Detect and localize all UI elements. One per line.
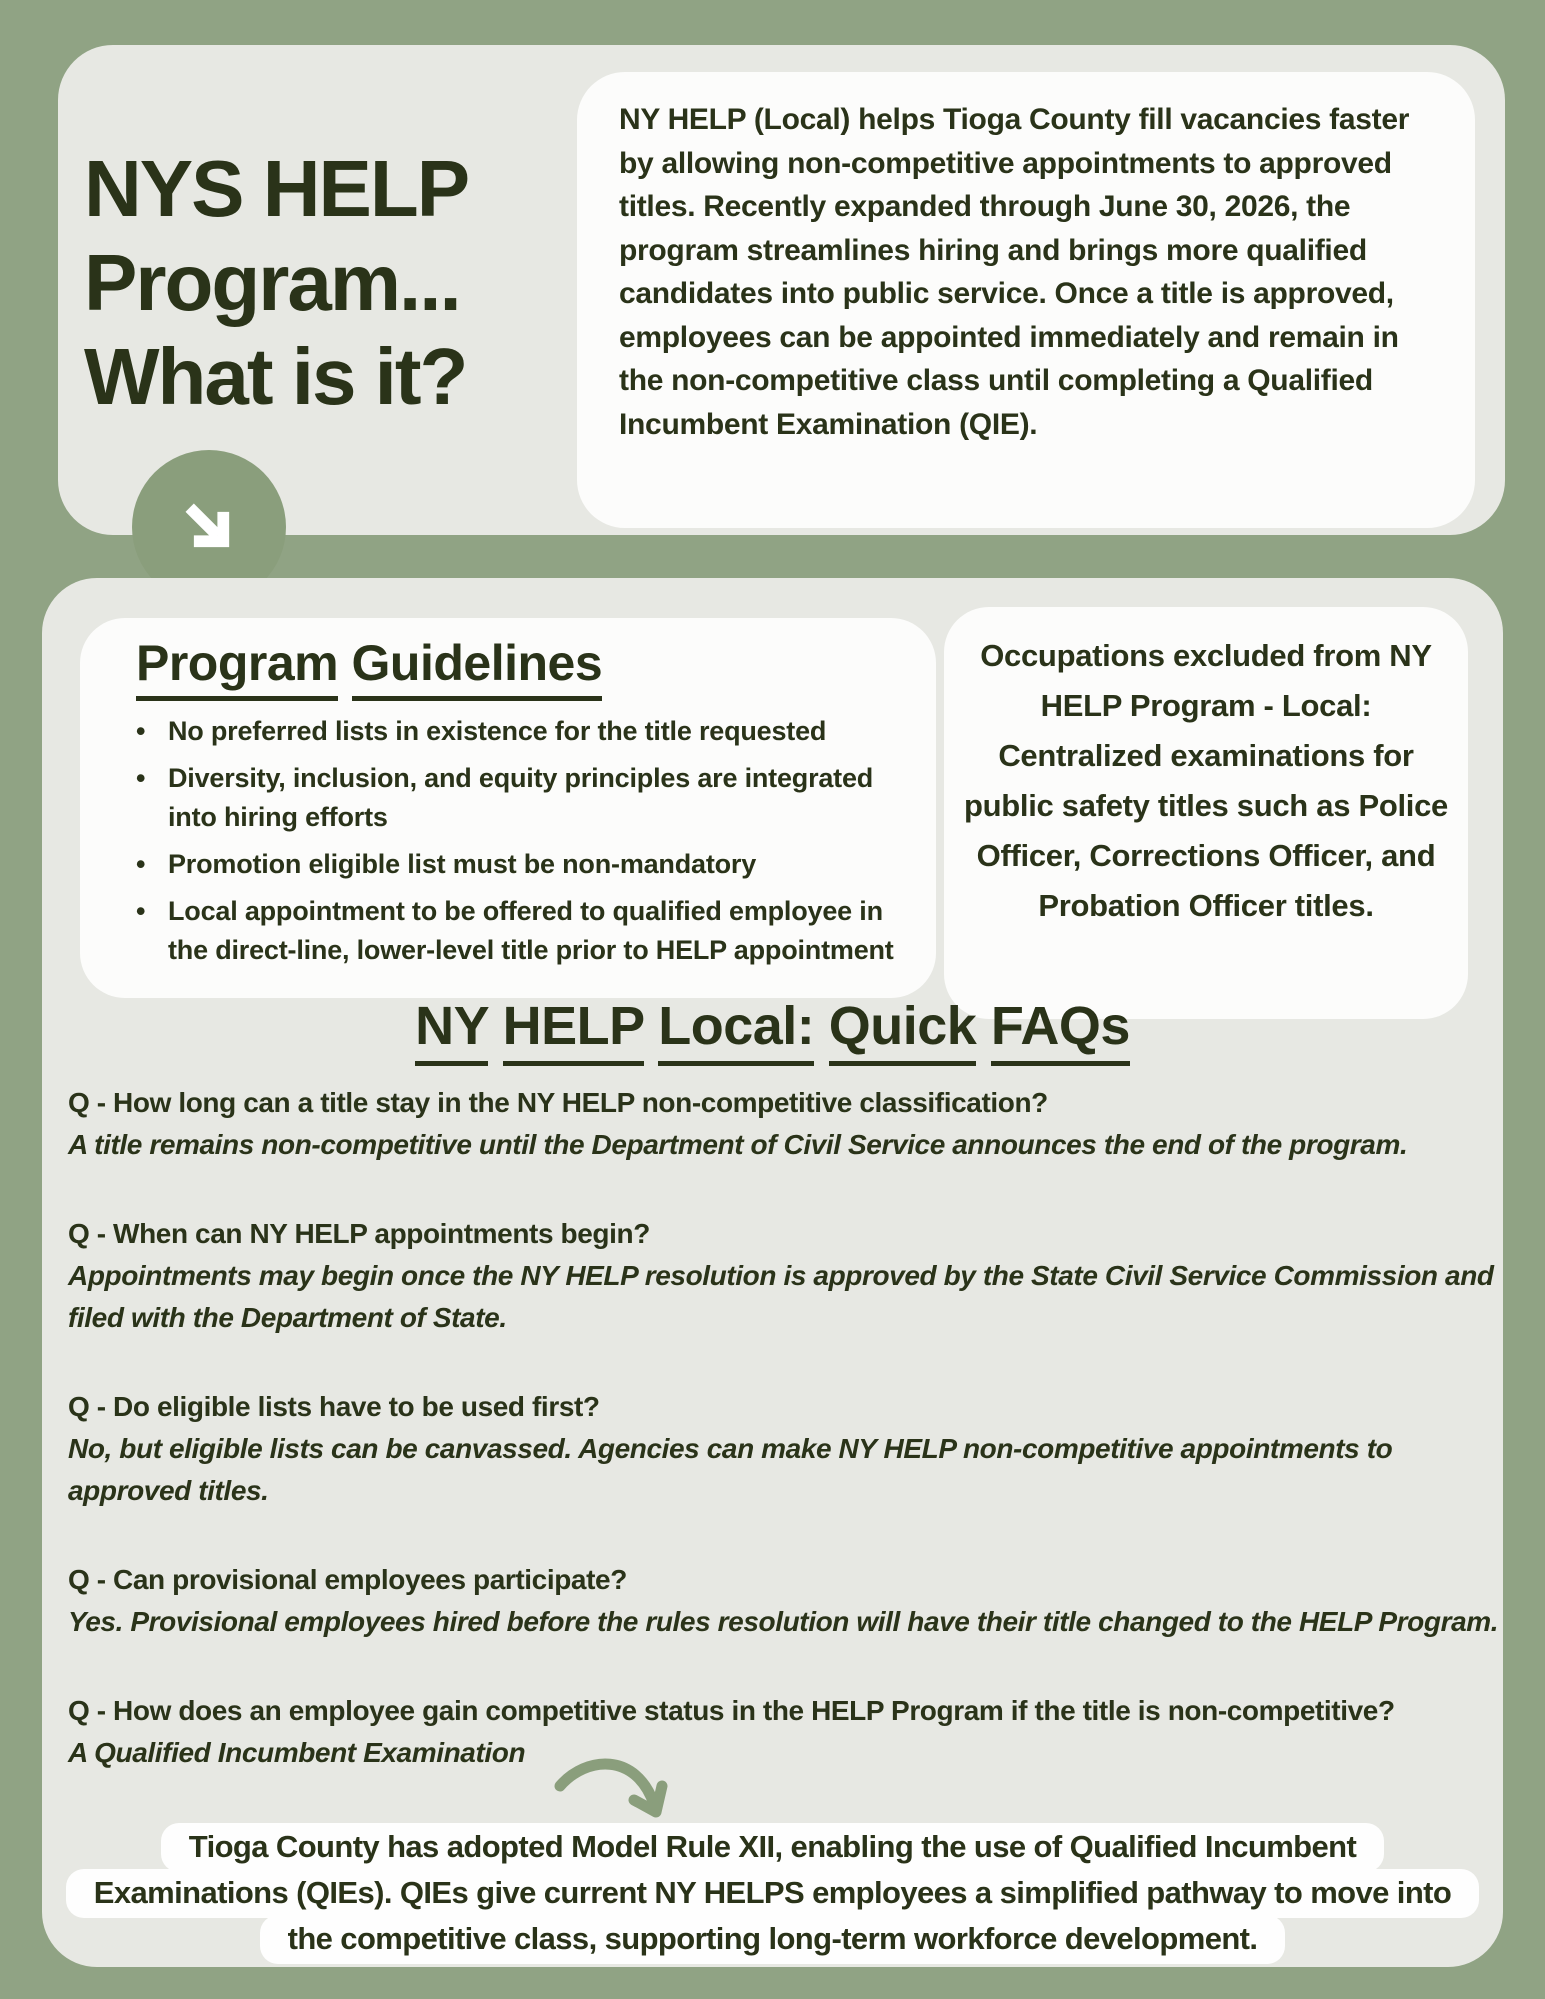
faq-question: Q - Can provisional employees participate? [68, 1564, 627, 1595]
faq-answer: Appointments may begin once the NY HELP resolution is approved by the State Civil Service Commission and filed with the Department of State. [68, 1260, 1494, 1333]
faq-answer: A Qualified Incumbent Examination [68, 1737, 526, 1768]
faq-item [68, 1082, 1504, 1166]
exclusions-card [944, 607, 1468, 1019]
page-title-line-2: Program... [84, 238, 460, 327]
faq-answer: A title remains non-competitive until the Department of Civil Service announces the end of the program. [68, 1129, 1408, 1160]
intro-text: NY HELP (Local) helps Tioga County fill vacancies faster by allowing non-competitive appointments to approved titles. Recently expanded through June 30, 2026, the program streamlines hiring and brings more qualified candidates into public service. Once a title is approved, employees can be appointed immediately and remain in the non-competitive class until completing a Qualified Incumbent Examination (QIE). [619, 103, 1410, 441]
faq-answer: No, but eligible lists can be canvassed. Agencies can make NY HELP non-competitive appointments to approved titles. [68, 1433, 1393, 1506]
footer-note [42, 1826, 1503, 1964]
faq-list [68, 1082, 1504, 1821]
page-title-line-3: What is it? [84, 332, 467, 421]
guidelines-list [80, 712, 910, 970]
footer-line: Tioga County has adopted Model Rule XII, enabling the use of Qualified Incumbent [161, 1823, 1384, 1872]
page-title [84, 142, 574, 424]
faqs-heading: NY HELP Local: Quick FAQs [42, 995, 1503, 1057]
faq-question: Q - Do eligible lists have to be used first? [68, 1391, 600, 1422]
faq-item [68, 1213, 1504, 1339]
faq-question: Q - How does an employee gain competitive status in the HELP Program if the title is non-competitive? [68, 1695, 1395, 1726]
intro-card [577, 72, 1475, 528]
guideline-item: • No preferred lists in existence for the title requested [168, 712, 910, 751]
down-right-arrow-icon [167, 485, 251, 569]
footer-line: the competitive class, supporting long-term workforce development. [260, 1915, 1286, 1964]
faq-question: Q - When can NY HELP appointments begin? [68, 1218, 650, 1249]
guideline-item: • Diversity, inclusion, and equity principles are integrated into hiring efforts [168, 759, 910, 837]
guidelines-card [80, 618, 936, 998]
exclusions-text: Occupations excluded from NY HELP Program - Local: Centralized examinations for public safety titles such as Police Officer, Corrections Officer, and Probation Officer titles. [964, 638, 1448, 923]
faq-question: Q - How long can a title stay in the NY HELP non-competitive classification? [68, 1087, 1048, 1118]
faq-item [68, 1559, 1504, 1643]
footer-line: Examinations (QIEs). QIEs give current NY HELPS employees a simplified pathway to move into [66, 1869, 1479, 1918]
faq-item [68, 1386, 1504, 1512]
page-title-line-1: NYS HELP [84, 144, 469, 233]
guideline-item: • Promotion eligible list must be non-mandatory [168, 845, 910, 884]
faq-item [68, 1690, 1504, 1774]
faq-answer: Yes. Provisional employees hired before the rules resolution will have their title changed to the HELP Program. [68, 1606, 1499, 1637]
guideline-item: • Local appointment to be offered to qualified employee in the direct-line, lower-level title prior to HELP appointment [168, 892, 910, 970]
guidelines-heading: Program Guidelines [136, 634, 910, 692]
